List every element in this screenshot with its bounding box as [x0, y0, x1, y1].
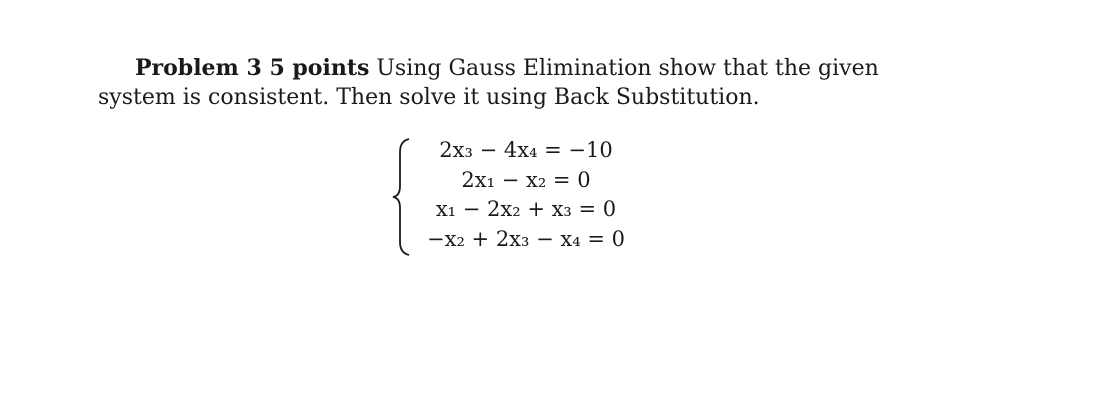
problem-statement	[98, 54, 958, 112]
problem-text: Using Gauss Elimination show that the given system is consistent. Then solve it using Back Substitution.	[98, 56, 879, 110]
equation-system	[391, 136, 651, 258]
left-brace-icon	[391, 136, 413, 258]
equation-2: 2x₁ − x₂ = 0	[461, 167, 591, 192]
equation-4: −x₂ + 2x₃ − x₄ = 0	[427, 226, 625, 251]
equation-1: 2x₃ − 4x₄ = −10	[439, 138, 613, 162]
problem-heading: Problem 3 5 points	[135, 55, 370, 81]
equation-list	[421, 136, 631, 254]
equation-3: x₁ − 2x₂ + x₃ = 0	[435, 197, 617, 221]
problem-paragraph	[98, 54, 958, 112]
